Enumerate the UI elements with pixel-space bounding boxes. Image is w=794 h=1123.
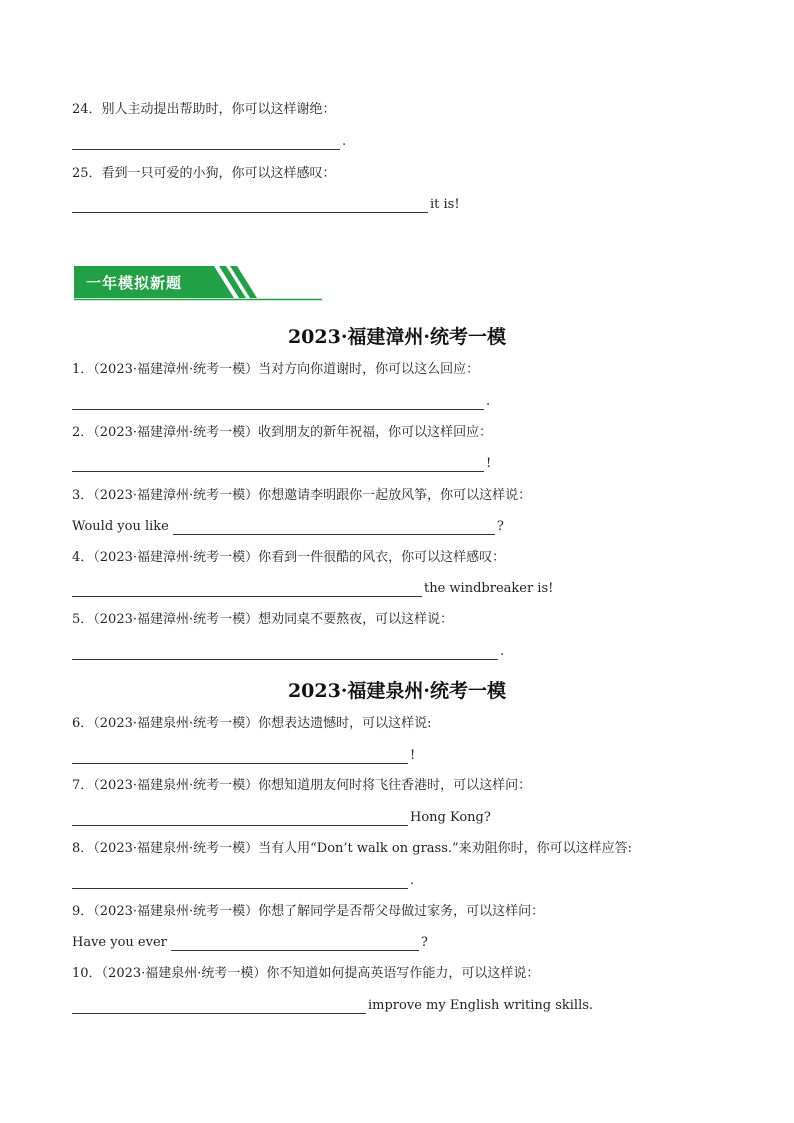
banner-label: 一年模拟新题 [86, 274, 183, 292]
answer-suffix: . [500, 644, 505, 659]
answer-blank[interactable] [72, 135, 340, 150]
section-banner [74, 266, 324, 302]
answer-blank[interactable] [72, 457, 484, 472]
answer-line-25 [72, 197, 460, 213]
answer-line-6 [72, 748, 415, 764]
question-9: 9．（2023·福建泉州·统考一模）你想了解同学是否帮父母做过家务，可以这样问： [72, 904, 545, 919]
answer-blank[interactable] [72, 395, 484, 410]
answer-blank[interactable] [72, 198, 428, 213]
answer-line-10 [72, 998, 593, 1014]
question-24: 24．别人主动提出帮助时，你可以这样谢绝： [72, 102, 336, 117]
question-6: 6．（2023·福建泉州·统考一模）你想表达遗憾时，可以这样说: [72, 716, 432, 731]
answer-line-3 [72, 519, 504, 535]
question-25: 25．看到一只可爱的小狗，你可以这样感叹： [72, 166, 336, 181]
answer-suffix: ! [486, 456, 492, 471]
answer-blank[interactable] [72, 645, 498, 660]
answer-line-5 [72, 644, 504, 660]
question-1: 1．（2023·福建漳州·统考一模）当对方向你道谢时，你可以这么回应： [72, 362, 480, 377]
question-4: 4．（2023·福建漳州·统考一模）你看到一件很酷的风衣，你可以这样感叹： [72, 550, 506, 565]
answer-line-4 [72, 581, 553, 597]
question-7: 7．（2023·福建泉州·统考一模）你想知道朋友何时将飞往香港时，可以这样问： [72, 778, 532, 793]
answer-blank[interactable] [72, 811, 408, 826]
answer-blank[interactable] [72, 749, 408, 764]
answer-line-1 [72, 394, 490, 410]
answer-prefix: Have you ever [72, 935, 167, 950]
answer-blank[interactable] [173, 520, 495, 535]
answer-prefix: Would you like [72, 519, 169, 534]
answer-suffix: Hong Kong? [410, 810, 491, 825]
answer-suffix: . [342, 134, 347, 149]
answer-suffix: . [410, 873, 415, 888]
answer-line-8 [72, 873, 414, 889]
answer-suffix: ? [420, 935, 428, 950]
answer-line-9 [72, 935, 428, 951]
section-title-zhangzhou: 2023·福建漳州·统考一模 [287, 326, 507, 348]
answer-suffix: it is! [430, 197, 460, 212]
answer-blank[interactable] [72, 582, 422, 597]
answer-blank[interactable] [72, 999, 366, 1014]
question-8: 8．（2023·福建泉州·统考一模）当有人用“Don’t walk on grass.”来劝阻你时，你可以这样应答: [72, 841, 633, 856]
section-title-quanzhou: 2023·福建泉州·统考一模 [287, 680, 507, 702]
answer-blank[interactable] [72, 874, 408, 889]
answer-suffix: ? [496, 519, 504, 534]
answer-line-2 [72, 456, 491, 472]
question-5: 5．（2023·福建漳州·统考一模）想劝同桌不要熬夜，可以这样说： [72, 612, 454, 627]
answer-line-24 [72, 134, 346, 150]
question-10: 10．（2023·福建泉州·统考一模）你不知道如何提高英语写作能力，可以这样说： [72, 966, 540, 981]
answer-suffix: . [486, 394, 491, 409]
answer-suffix: the windbreaker is! [424, 581, 554, 596]
answer-blank[interactable] [171, 936, 419, 951]
answer-suffix: ! [410, 748, 416, 763]
answer-line-7 [72, 810, 491, 826]
question-2: 2．（2023·福建漳州·统考一模）收到朋友的新年祝福，你可以这样回应： [72, 425, 493, 440]
answer-suffix: improve my English writing skills. [368, 998, 594, 1013]
question-3: 3．（2023·福建漳州·统考一模）你想邀请李明跟你一起放风筝，你可以这样说： [72, 488, 532, 503]
